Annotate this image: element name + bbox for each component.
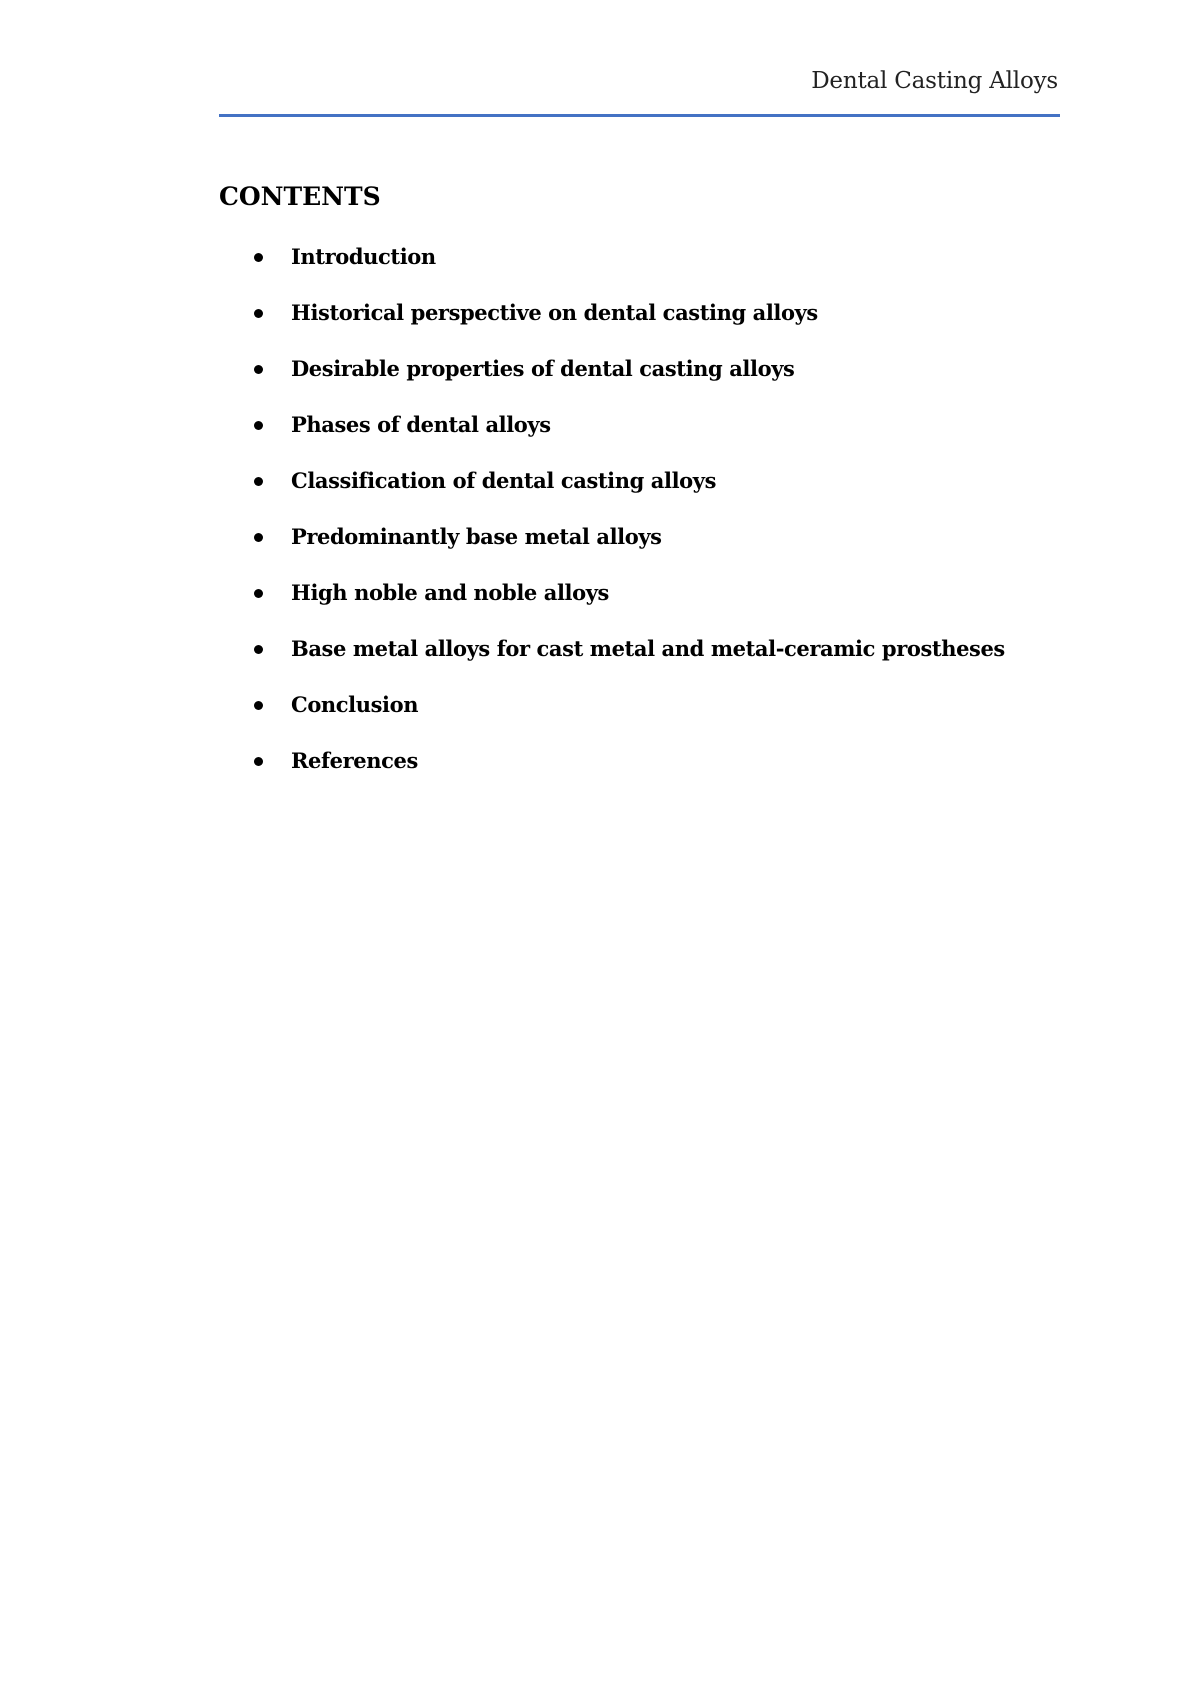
contents-heading: CONTENTS [219,182,381,211]
bullet-icon [254,365,263,374]
contents-item [219,244,1005,300]
bullet-icon [254,421,263,430]
contents-item-label: Introduction [291,244,436,269]
contents-item [219,300,1005,356]
contents-item-label: High noble and noble alloys [291,580,609,605]
contents-item-label: Classification of dental casting alloys [291,468,717,493]
contents-list [219,244,1005,804]
contents-item [219,748,1005,804]
contents-item-label: Phases of dental alloys [291,412,551,437]
running-header: Dental Casting Alloys [811,68,1058,94]
contents-item [219,692,1005,748]
contents-item-label: Historical perspective on dental casting alloys [291,300,818,325]
bullet-icon [254,309,263,318]
contents-item [219,524,1005,580]
contents-item [219,636,1005,692]
bullet-icon [254,253,263,262]
contents-item [219,580,1005,636]
bullet-icon [254,757,263,766]
header-rule [219,114,1060,117]
contents-item-label: Base metal alloys for cast metal and metal-ceramic prostheses [291,636,1005,661]
bullet-icon [254,533,263,542]
contents-item [219,468,1005,524]
bullet-icon [254,645,263,654]
contents-item [219,412,1005,468]
bullet-icon [254,589,263,598]
bullet-icon [254,701,263,710]
contents-item [219,356,1005,412]
contents-item-label: Conclusion [291,692,419,717]
contents-item-label: References [291,748,418,773]
contents-item-label: Predominantly base metal alloys [291,524,662,549]
bullet-icon [254,477,263,486]
contents-item-label: Desirable properties of dental casting alloys [291,356,795,381]
